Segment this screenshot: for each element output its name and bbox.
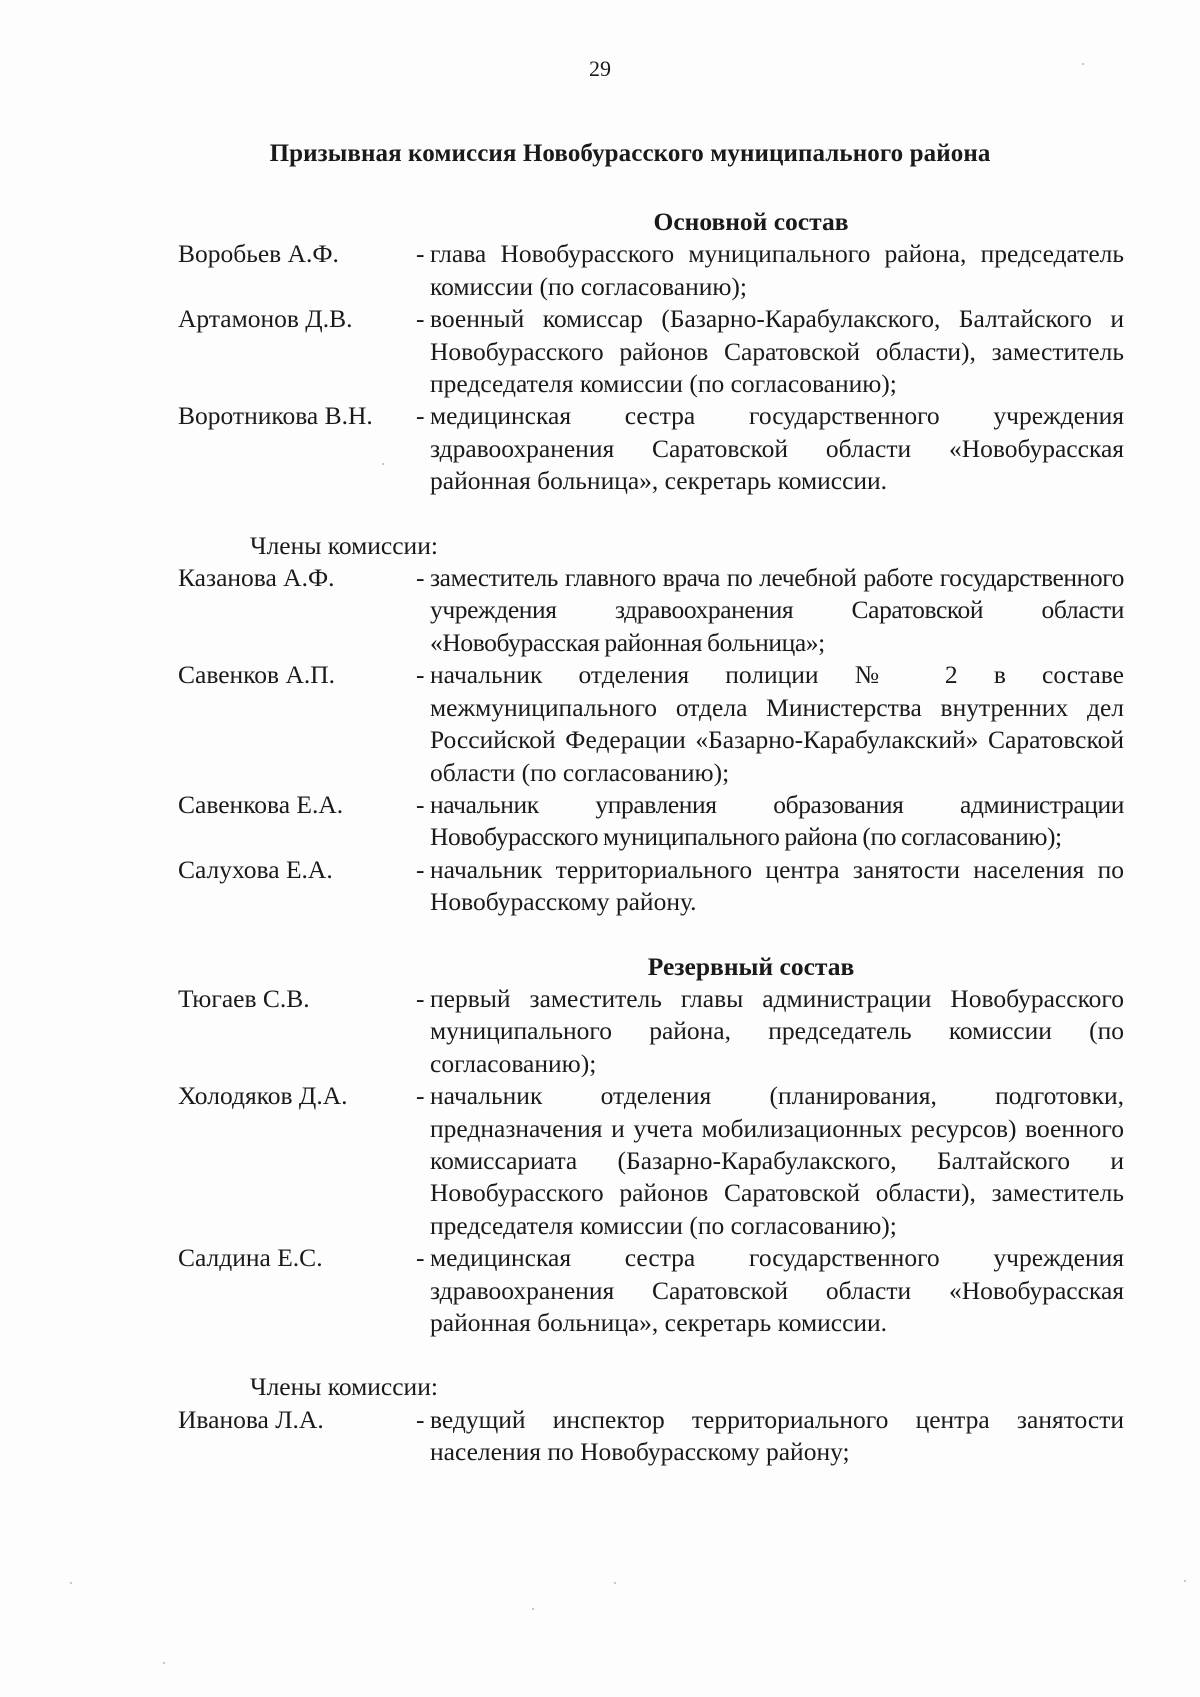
dash: - — [416, 304, 425, 334]
person-name: Холодяков Д.А. — [178, 1081, 348, 1111]
person-name: Салухова Е.А. — [178, 854, 333, 884]
dash: - — [416, 983, 425, 1013]
person-name: Казанова А.Ф. — [178, 563, 335, 593]
person-name: Артамонов Д.В. — [178, 304, 353, 334]
person-role: военный комиссар (Базарно-Карабулакского, Балтайского и Новобурасского районов Саратовской области), заместитель председателя комиссии (по согласованию); — [430, 304, 1124, 399]
person-role: начальник территориального центра занятости населения по Новобурасскому району. — [430, 854, 1124, 917]
scan-speck — [382, 463, 384, 465]
reserve-members-heading: Члены комиссии: — [250, 1372, 438, 1402]
person-role: начальник отделения (планирования, подготовки, предназначения и учета мобилизационных ресурсов) военного комиссариата (Базарно-Карабулакского, Балтайского и Новобурасского районов Саратовской области), заместитель председателя комиссии (по согласованию); — [430, 1081, 1124, 1240]
reserve-entry — [178, 983, 1124, 1080]
document-body — [178, 206, 1124, 1469]
scan-speck — [163, 1662, 165, 1664]
dash: - — [416, 660, 425, 690]
dash: - — [416, 563, 425, 593]
reserve-member-entry — [178, 1404, 1124, 1469]
main-members-heading: Члены комиссии: — [250, 530, 438, 560]
main-composition-heading: Основной состав — [653, 207, 849, 236]
main-member-entry — [178, 562, 1124, 659]
scan-speck — [70, 1582, 72, 1584]
main-member-entry — [178, 789, 1124, 854]
main-entry — [178, 238, 1124, 303]
spacer — [178, 498, 1124, 530]
person-role: медицинская сестра государственного учреждения здравоохранения Саратовской области «Новобурасская районная больница», секретарь комиссии. — [430, 401, 1124, 496]
dash: - — [416, 239, 425, 269]
person-role: ведущий инспектор территориального центра занятости населения по Новобурасскому району; — [430, 1404, 1124, 1467]
reserve-entry — [178, 1242, 1124, 1339]
main-entry — [178, 303, 1124, 400]
person-name: Тюгаев С.В. — [178, 983, 310, 1013]
dash: - — [416, 854, 425, 884]
person-role: начальник отделения полиции № 2 в составе межмуниципального отдела Министерства внутренних дел Российской Федерации «Базарно-Карабулакский» Саратовской области (по согласованию); — [430, 660, 1124, 787]
person-name: Салдина Е.С. — [178, 1243, 323, 1273]
scan-speck — [1184, 1580, 1186, 1582]
main-entry — [178, 400, 1124, 497]
person-name: Воробьев А.Ф. — [178, 239, 339, 269]
scan-speck — [1082, 63, 1084, 65]
main-member-entry — [178, 659, 1124, 789]
page-number: 29 — [589, 56, 611, 81]
dash: - — [416, 1243, 425, 1273]
person-name: Иванова Л.А. — [178, 1404, 324, 1434]
main-member-entry — [178, 854, 1124, 919]
reserve-composition-heading: Резервный состав — [647, 951, 855, 981]
dash: - — [416, 1081, 425, 1111]
person-role: глава Новобурасского муниципального района, председатель комиссии (по согласованию); — [430, 239, 1124, 301]
person-name: Савенкова Е.А. — [178, 789, 344, 819]
person-role: медицинская сестра государственного учреждения здравоохранения Саратовской области «Новобурасская районная больница», секретарь комиссии. — [430, 1243, 1124, 1337]
scan-speck — [614, 1582, 616, 1584]
spacer — [178, 919, 1124, 951]
person-role: заместитель главного врача по лечебной работе государственного учреждения здравоохранения Саратовской области «Новобурасская районная больница»; — [430, 563, 1124, 657]
person-name: Воротникова В.Н. — [178, 401, 373, 431]
dash: - — [416, 1404, 425, 1434]
person-role: первый заместитель главы администрации Новобурасского муниципального района, председатель комиссии (по согласованию); — [430, 983, 1124, 1078]
person-role: начальник управления образования администрации Новобурасского муниципального района (по согласованию); — [430, 789, 1124, 852]
reserve-entry — [178, 1080, 1124, 1242]
person-name: Савенков А.П. — [178, 660, 336, 690]
spacer — [178, 1339, 1124, 1371]
dash: - — [416, 401, 425, 431]
dash: - — [416, 789, 425, 819]
document-title: Призывная комиссия Новобурасского муниципального района — [269, 140, 991, 167]
scan-speck — [532, 1608, 534, 1610]
